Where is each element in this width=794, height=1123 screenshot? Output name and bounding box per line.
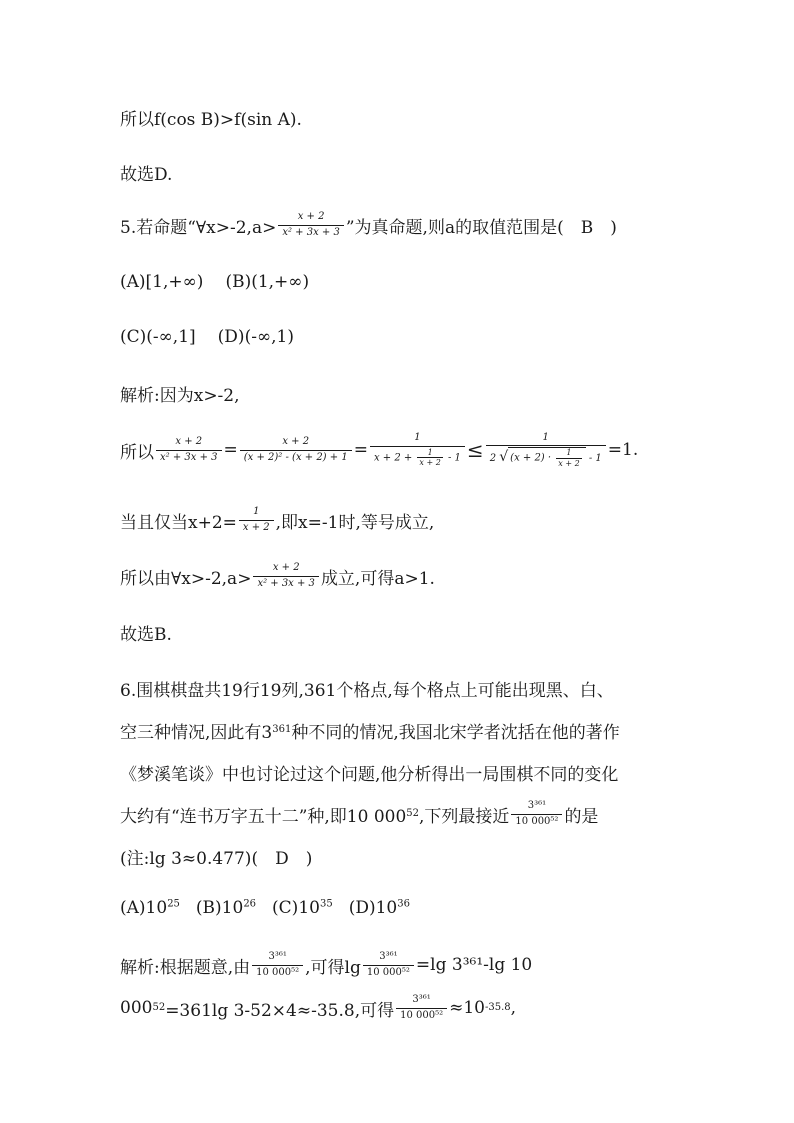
solution-line: 当且仅当x+2= $\frac{1}{x + 2}$ ,即x=-1时,等号成立, [120, 506, 435, 533]
fraction: 1 2 √ (x + 2) · $\frac{1}{x + 2}$ - 1 [486, 432, 606, 469]
fraction: $\frac{\text{3³⁶¹}}{\text{10 000⁵²}}$ [363, 951, 414, 979]
option-d: (D)(-∞,1) [217, 327, 294, 347]
solution-line: 000 52 =361lg 3-52×4≈-35.8,可得 $\frac{\text{3³⁶¹}}{\text{10 000⁵²}}$ ≈10 -35.8 , [120, 994, 517, 1021]
question-6-stem: 大约有“连书万字五十二”种,即10 000 52 ,下列最接近 $\frac{\text{3³⁶¹}}{\text{10 000⁵²}}$ 的是 [120, 800, 599, 827]
fraction: $\frac{x + 2}{\text{x² + 3x + 3}}$ [253, 562, 319, 590]
text-line [120, 152, 172, 192]
option-a: $(A)10^{25}$ [120, 898, 180, 918]
sqrt: √ (x + 2) · $\frac{1}{x + 2}$ [499, 447, 585, 468]
option-b: $(B)10^{26}$ [195, 898, 257, 918]
fraction: $\frac{x + 2}{\text{(x + 2)² - (x + 2) + 1}}$ [240, 436, 352, 464]
radical-sign: √ [499, 449, 509, 465]
solution-line: 解析:根据题意,由 $\frac{\text{3³⁶¹}}{\text{10 000⁵²}}$ ,可得lg $\frac{\text{3³⁶¹}}{\text{10 000⁵²}}$ =lg 3³⁶¹-lg 10 [120, 951, 533, 978]
fraction: $\frac{\text{3³⁶¹}}{\text{10 000⁵²}}$ [396, 994, 447, 1022]
question-5-stem: 5.若命题“∀x>-2,a> $\frac{x + 2}{\text{x² + 3x + 3}}$ ”为真命题,则a的取值范围是( B ) [120, 211, 617, 238]
text-line [120, 97, 302, 137]
solution-line: 所以由∀x>-2,a> $\frac{x + 2}{\text{x² + 3x + 3}}$ 成立,可得a>1. [120, 562, 435, 589]
fraction: $\frac{x + 2}{\text{x² + 3x + 3}}$ [278, 211, 344, 239]
question-6-stem: 《梦溪笔谈》中也讨论过这个问题,他分析得出一局围棋不同的变化 [120, 764, 619, 785]
fraction: $\frac{1}{x + 2}$ [239, 506, 274, 534]
conclusion-text: 所以f(cos B)>f(sin A). [120, 109, 302, 130]
fraction: $\frac{\text{3³⁶¹}}{\text{10 000⁵²}}$ [511, 800, 562, 828]
fraction: $\frac{\text{3³⁶¹}}{\text{10 000⁵²}}$ [252, 951, 303, 979]
question-5-options-ab [120, 262, 309, 302]
question-6-options [120, 888, 410, 928]
answer-line: 故选B. [120, 624, 172, 645]
question-6-stem: (注:lg 3≈0.477)( D ) [120, 848, 313, 869]
solution-equation: 所以 $\frac{x + 2}{\text{x² + 3x + 3}}$ = $\frac{x + 2}{\text{(x + 2)² - (x + 2) + 1}}$ = 1 x + 2 + $\frac{1}{x + 2}$ - 1 ≤ 1 2 √ (x + 2) · $\frac{1}{x + 2}$ - 1 =1. [120, 431, 639, 468]
fraction: $\frac{x + 2}{\text{x² + 3x + 3}}$ [156, 436, 222, 464]
solution-line: 解析:因为x>-2, [120, 385, 240, 406]
question-6-stem: 6.围棋棋盘共19行19列,361个格点,每个格点上可能出现黑、白、 [120, 680, 614, 701]
option-c: (C)(-∞,1] [120, 327, 196, 347]
fraction: 1 x + 2 + $\frac{1}{x + 2}$ - 1 [370, 432, 465, 468]
option-a: (A)[1,+∞) [120, 272, 204, 292]
question-5-options-cd [120, 317, 294, 357]
question-6-stem: 空三种情况,因此有3 361 种不同的情况,我国北宋学者沈括在他的著作 [120, 722, 620, 743]
option-b: (B)(1,+∞) [225, 272, 310, 292]
option-c: $(C)10^{35}$ [272, 898, 333, 918]
option-d: $(D)10^{36}$ [348, 898, 410, 918]
answer-text: 故选D. [120, 164, 173, 185]
